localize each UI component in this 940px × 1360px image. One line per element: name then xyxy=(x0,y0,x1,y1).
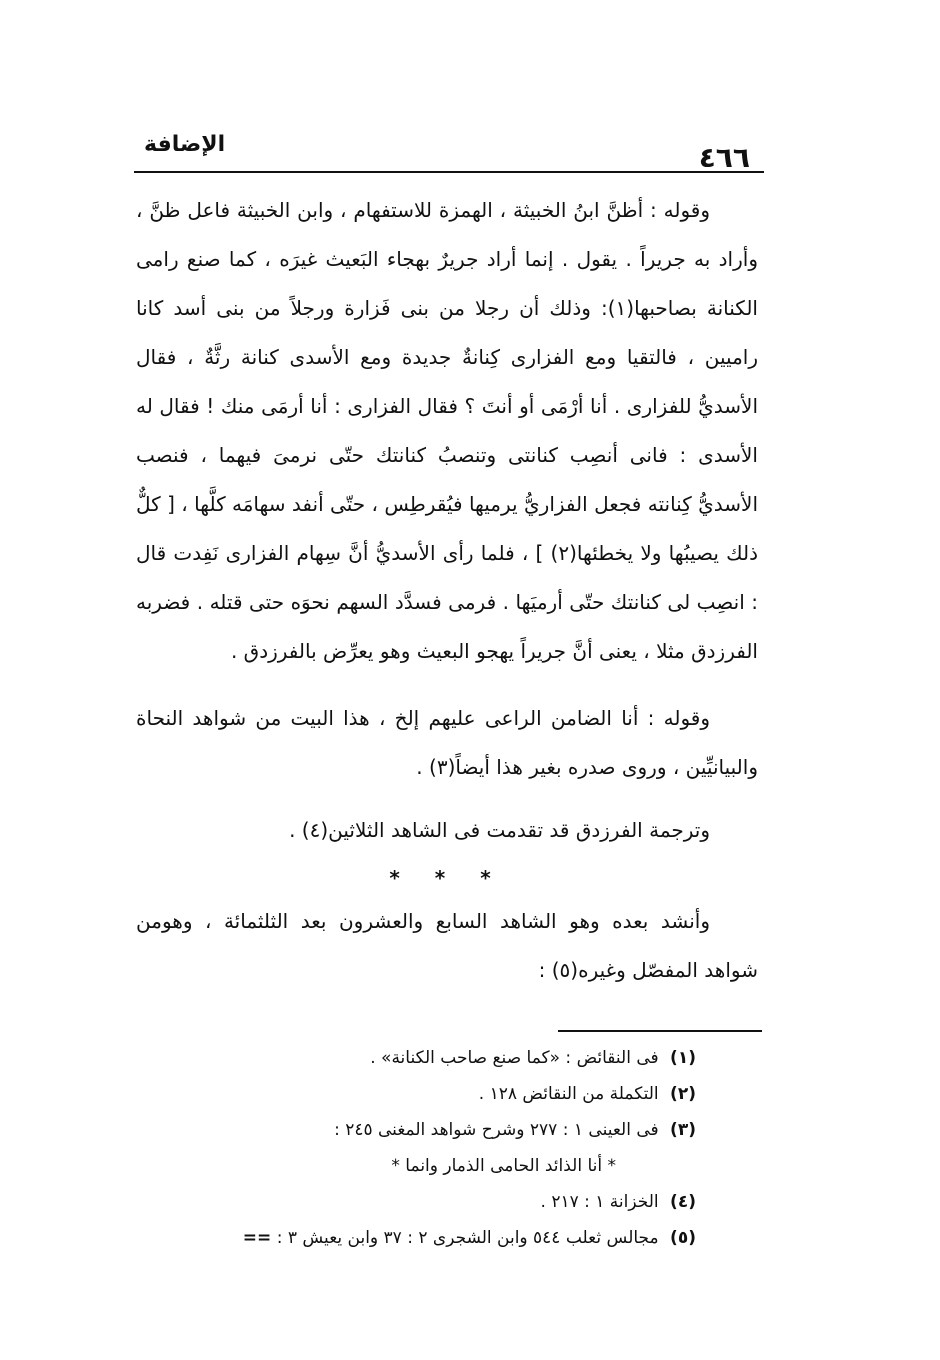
footnote-3-verse xyxy=(140,1148,696,1184)
footnote-rule xyxy=(558,1030,762,1032)
paragraph-verse-note: وقوله : أنا الضامن الراعى عليهم إلخ ، هذا البيت من شواهد النحاة والبيانيِّين ، وروى صدره بغير هذا أيضاً(٣) . xyxy=(136,706,758,779)
footnote-number: (١) xyxy=(670,1048,696,1068)
header-rule xyxy=(134,171,764,173)
running-title: الإضافة xyxy=(144,132,226,157)
paragraph-commentary: وقوله : أظنَّ ابنُ الخبيثة ، الهمزة للاستفهام ، وابن الخبيثة فاعل ظنَّ ، وأراد به جريراً . يقول . إنما أراد جريرٌ بهجاء البَعيث غيرَه ، كما صنع رامى الكنانة بصاحبها(١): وذلك أن رجلا من بنى فَزارة ورجلاً من بنى أسد كانا راميين ، فالتقيا ومع الفزارى كِنانةٌ جديدة ومع الأسدى كنانة رثَّةٌ ، فقال الأسديُّ للفزارى . أنا أرْمَى أو أنتَ ؟ فقال الفزارى : أنا أرمَى منك ! فقال له الأسدى : فانى أنصِب كنانتى وتنصبُ كنانتك حتّى نرمىَ فيهما ، فنصب الأسديُّ كِنانته فجعل الفزاريُّ يرميها فيُقرطِس ، حتّى أنفد سهامَه كلَّها ، [ كلٌّ ذلك يصيبُها ولا يخطئها(٢) ] ، فلما رأى الأسديُّ أنَّ سِهام الفزارى نَفِدت قال : انصِب لى كنانتك حتّى أرميَها . فرمى فسدَّد السهم نحوَه حتى قتله . فضربه الفرزدق مثلا ، يعنى أنَّ جريراً يهجو البعيث وهو يعرِّض بالفرزدق . xyxy=(136,198,758,663)
page-number: ٤٦٦ xyxy=(698,141,750,174)
footnote-text: فى العينى ١ : ٢٧٧ وشرح شواهد المغنى ٢٤٥ : xyxy=(334,1120,659,1140)
footnote-text: فى النقائض : «كما صنع صاحب الكنانة» . xyxy=(370,1048,659,1068)
paragraph-next-witness: وأنشد بعده وهو الشاهد السابع والعشرون بعد الثلثمائة ، وهومن شواهد المفصّل وغيره(٥) : xyxy=(136,909,758,982)
footnote-number: (٣) xyxy=(670,1120,696,1140)
footnote-3 xyxy=(140,1112,696,1148)
footnote-text: التكملة من النقائض ١٢٨ . xyxy=(478,1084,659,1104)
continuation-mark: == xyxy=(242,1228,272,1248)
footnote-2 xyxy=(140,1076,696,1112)
paragraph-biography-note: وترجمة الفرزدق قد تقدمت فى الشاهد الثلاثين(٤) . xyxy=(289,818,710,842)
footnote-4 xyxy=(140,1184,696,1220)
page-header xyxy=(134,118,764,174)
footnote-number: (٥) xyxy=(670,1228,696,1248)
footnote-number: (٤) xyxy=(670,1192,696,1212)
footnotes xyxy=(140,1040,696,1256)
footnote-5 xyxy=(140,1220,696,1256)
footnote-text: الخزانة ١ : ٢١٧ . xyxy=(540,1192,659,1212)
footnote-number: (٢) xyxy=(670,1084,696,1104)
footnote-1 xyxy=(140,1040,696,1076)
footnote-text: مجالس ثعلب ٥٤٤ وابن الشجرى ٢ : ٣٧ وابن يعيش ٣ : xyxy=(276,1228,659,1248)
footnote-text: * أنا الذائد الحامى الذمار وانما * xyxy=(391,1156,616,1176)
section-separator: * * * xyxy=(389,866,505,890)
main-text xyxy=(136,186,758,1009)
